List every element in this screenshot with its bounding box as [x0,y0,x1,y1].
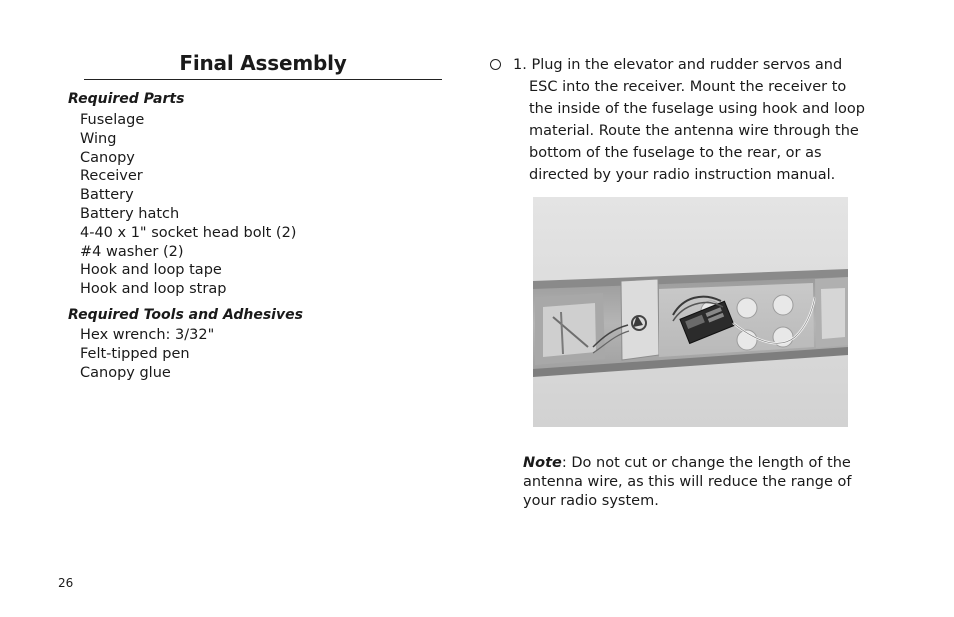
required-parts-list [80,111,296,299]
page-title: Final Assembly [179,51,347,75]
required-tools-heading: Required Tools and Adhesives [68,307,303,323]
title-divider [84,79,442,80]
fuselage-receiver-photo [533,197,848,427]
list-item: Hook and loop strap [80,281,227,298]
list-item: Canopy glue [80,364,171,381]
list-item: Canopy [80,149,135,166]
list-item: Battery [80,187,134,204]
list-item: Hook and loop tape [80,262,222,279]
required-tools-list [80,326,214,382]
checkbox-circle-icon[interactable] [490,59,501,70]
list-item: Wing [80,130,117,147]
page-number: 26 [58,576,74,590]
list-item: Felt-tipped pen [80,345,190,362]
required-parts-heading: Required Parts [68,91,185,107]
list-item: #4 washer (2) [80,243,184,260]
note-text: : Do not cut or change the length of the antenna wire, as this will reduce the range of your radio system. [523,455,852,509]
assembly-step-1 [490,55,870,186]
list-item: Hex wrench: 3/32" [80,327,215,343]
antenna-note [523,454,853,511]
list-item: Fuselage [80,112,145,128]
list-item: 4-40 x 1" socket head bolt (2) [80,224,297,241]
list-item: Battery hatch [80,205,180,222]
list-item: Receiver [80,168,143,185]
step-text: 1. Plug in the elevator and rudder servos and ESC into the receiver. Mount the receiver to the inside of the fuselage using hook and loop material. Route the antenna wire through the bottom of the fuselage to the rear, or as directed by your radio instruction manual. [513,57,865,183]
note-label: Note [523,455,562,471]
